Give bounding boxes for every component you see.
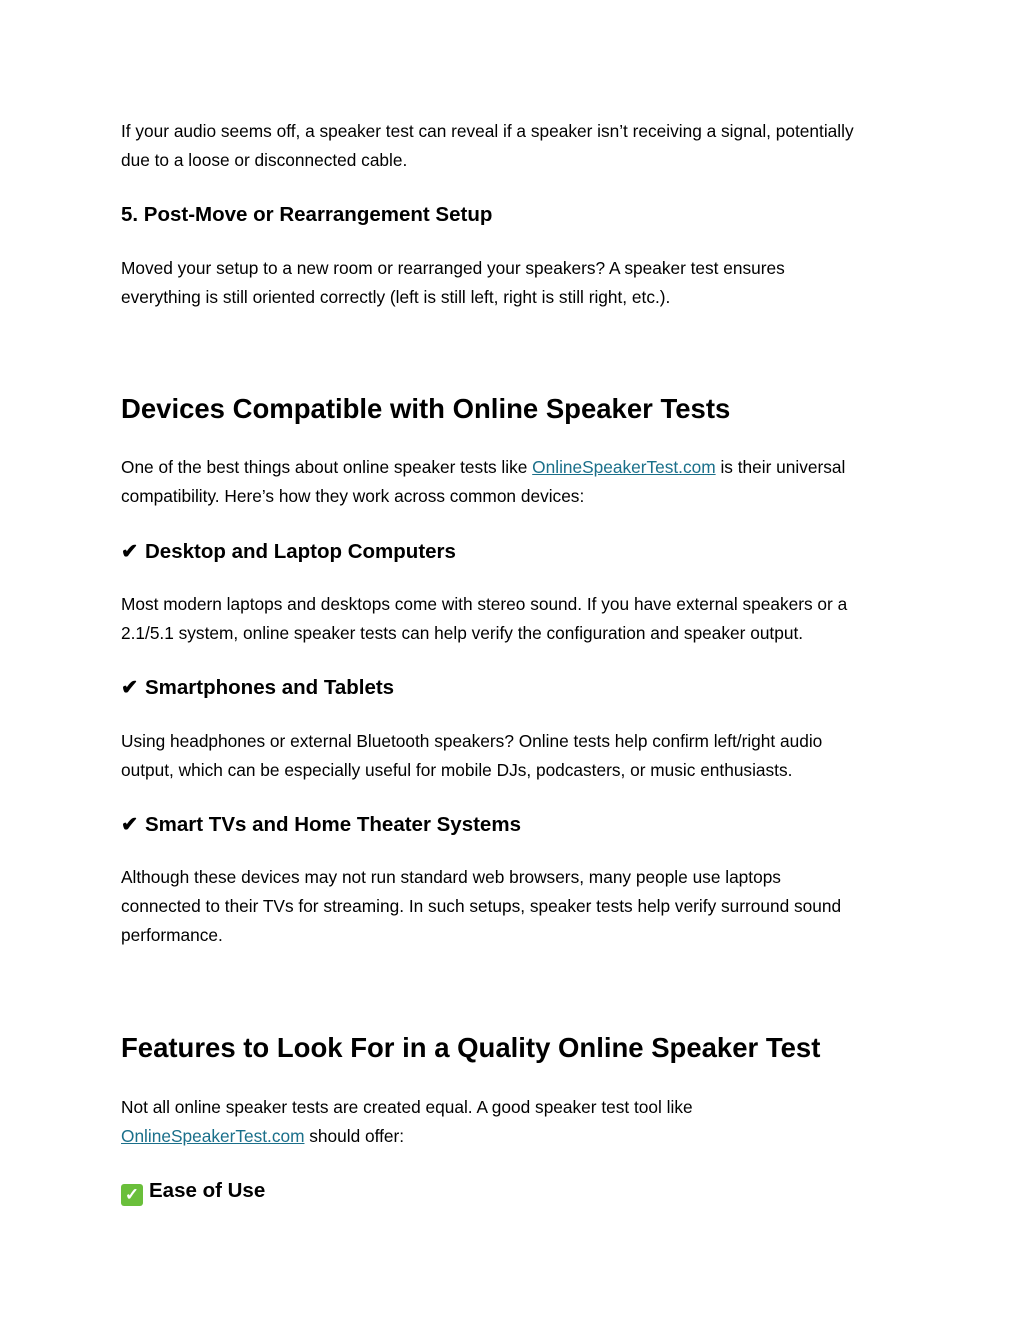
feature-item-ease-heading [121,1177,911,1206]
device-item-line: Using headphones or external Bluetooth speakers? Online tests help confirm left/right audio [121,731,823,751]
device-item-smarttv-paragraph [121,863,911,950]
device-item-line: Most modern laptops and desktops come with stereo sound. If you have external speakers or a [121,594,848,614]
device-item-smarttv-heading [121,811,911,839]
devices-intro-line-2: compatibility. Here’s how they work across common devices: [121,486,585,506]
device-item-title: Smart TVs and Home Theater Systems [145,813,521,836]
devices-intro-after: is their universal [715,457,846,477]
checkmark-icon: ✔ [121,676,139,699]
features-heading: Features to Look For in a Quality Online Speaker Test [121,1032,821,1063]
device-item-line: output, which can be especially useful for mobile DJs, podcasters, or music enthusiasts. [121,760,793,780]
intro-paragraph [121,117,911,175]
device-item-line: 2.1/5.1 system, online speaker tests can help verify the configuration and speaker output. [121,623,804,643]
section5-paragraph [121,254,911,312]
checkmark-icon: ✔ [121,540,139,563]
devices-heading: Devices Compatible with Online Speaker Tests [121,393,731,424]
checkmark-icon: ✔ [121,813,139,836]
section5-line-2: everything is still oriented correctly (left is still left, right is still right, etc.). [121,287,671,307]
devices-intro [121,453,911,511]
green-checkbox-icon: ✓ [121,1184,143,1206]
device-item-title: Desktop and Laptop Computers [145,540,456,563]
features-intro-after: should offer: [304,1126,405,1146]
section5-heading: 5. Post-Move or Rearrangement Setup [121,203,493,226]
features-intro-line-1: Not all online speaker tests are created equal. A good speaker test tool like [121,1097,693,1117]
device-item-line: performance. [121,925,223,945]
onlinespeakertest-link[interactable]: OnlineSpeakerTest.com [121,1126,305,1146]
feature-item-title: Ease of Use [149,1179,266,1202]
device-item-title: Smartphones and Tablets [145,676,395,699]
device-item-desktop-paragraph [121,590,911,648]
intro-line-1: If your audio seems off, a speaker test can reveal if a speaker isn’t receiving a signal, potentially [121,121,854,141]
section5-line-1: Moved your setup to a new room or rearranged your speakers? A speaker test ensures [121,258,785,278]
device-item-smartphones-paragraph [121,727,911,785]
features-intro [121,1093,911,1151]
onlinespeakertest-link[interactable]: OnlineSpeakerTest.com [532,457,716,477]
device-item-line: connected to their TVs for streaming. In such setups, speaker tests help verify surround sound [121,896,842,916]
device-item-line: Although these devices may not run standard web browsers, many people use laptops [121,867,781,887]
devices-intro-before: One of the best things about online speaker tests like [121,457,533,477]
device-item-smartphones-heading [121,674,911,702]
device-item-desktop-heading [121,538,911,566]
intro-line-2: due to a loose or disconnected cable. [121,150,408,170]
